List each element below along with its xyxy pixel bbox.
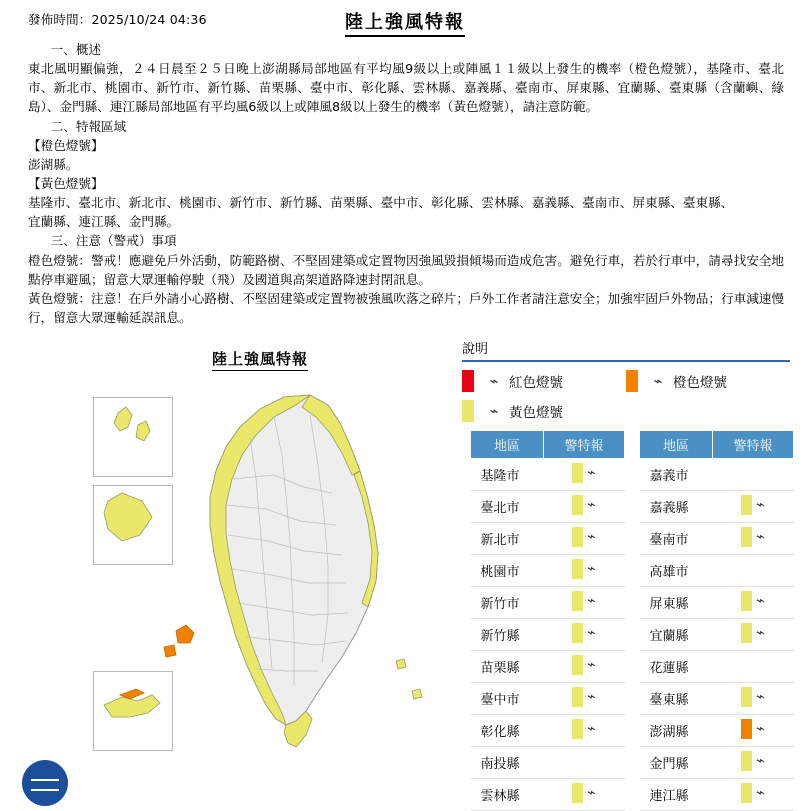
table-row [471, 715, 625, 747]
table-row [471, 683, 625, 715]
warning-level-cell [713, 683, 794, 715]
warning-mark [572, 719, 595, 739]
taiwan-warning-map [60, 375, 455, 800]
legend-label-red: 紅色燈號 [509, 375, 563, 391]
warning-level-cell [544, 747, 625, 779]
warning-mark [572, 527, 595, 547]
yellow-color-swatch [572, 623, 583, 643]
yellow-areas-line2: 宜蘭縣、連江縣、金門縣。 [28, 214, 180, 230]
warning-level-cell [713, 459, 794, 491]
yellow-color-swatch [572, 719, 583, 739]
section1-text: 東北風明顯偏強，２４日晨至２５日晚上澎湖縣局部地區有平均風9級以上或陣風１１級以上發生的機率（橙色燈號），基隆市、臺北市、新北市、桃園市、新竹市、新竹縣、苗栗縣、臺中市、彰化縣、雲林縣、嘉義縣、臺南市、屏東縣、宜蘭縣、臺東縣（含蘭嶼、綠島）、金門縣、連江縣局部地區有平均風6級以上或陣風8級以上發生的機率（黃色燈號），請注意防範。 [28, 61, 784, 115]
wind-icon: ⌁ [587, 688, 596, 705]
area-name: 新北市 [471, 523, 544, 555]
orange-color-swatch [626, 370, 638, 392]
orange-heading: 【橙色燈號】 [28, 137, 104, 153]
wind-icon: ⌁ [756, 624, 765, 641]
warning-mark [741, 751, 764, 771]
warning-mark [741, 527, 764, 547]
table-row [471, 779, 625, 811]
page-title [0, 8, 810, 34]
warning-mark [572, 623, 595, 643]
warning-level-cell [544, 555, 625, 587]
yellow-heading: 【黃色燈號】 [28, 175, 104, 191]
wind-icon: ⌁ [756, 528, 765, 545]
warning-tables [470, 430, 794, 811]
warning-mark [741, 783, 764, 803]
header-area: 地區 [471, 431, 544, 459]
yellow-color-swatch [741, 495, 752, 515]
warning-mark [572, 495, 595, 515]
wind-icon: ⌁ [587, 464, 596, 481]
table-row [640, 747, 794, 779]
warning-level-cell [713, 779, 794, 811]
table-row [471, 587, 625, 619]
table-row [640, 779, 794, 811]
table-row [640, 683, 794, 715]
legend-item-red [462, 370, 626, 392]
table-row [471, 619, 625, 651]
table-row [471, 491, 625, 523]
yellow-color-swatch [462, 400, 474, 422]
legend-row-2 [462, 400, 790, 422]
warning-table-left [470, 430, 625, 811]
section2-heading: 二、特報區域 [50, 118, 127, 134]
warning-level-cell [544, 587, 625, 619]
table-row [471, 555, 625, 587]
cwa-logo [22, 760, 68, 806]
area-name: 高雄市 [640, 555, 713, 587]
warning-level-cell [544, 523, 625, 555]
wind-icon: ⌁ [587, 656, 596, 673]
warning-level-cell [713, 747, 794, 779]
warning-mark [572, 559, 595, 579]
section1-heading: 一、概述 [50, 42, 102, 57]
area-name: 臺北市 [471, 491, 544, 523]
wind-icon: ⌁ [756, 752, 765, 769]
wind-icon: ⌁ [587, 528, 596, 545]
yellow-color-swatch [572, 495, 583, 515]
warning-level-cell [544, 715, 625, 747]
area-name: 連江縣 [640, 779, 713, 811]
yellow-color-swatch [741, 783, 752, 803]
table-row [640, 619, 794, 651]
yellow-color-swatch [741, 687, 752, 707]
warning-level-cell [544, 683, 625, 715]
legend-divider [462, 360, 790, 362]
wind-icon: ⌁ [587, 784, 596, 801]
wind-icon: ⌁ [756, 720, 765, 737]
orange-areas: 澎湖縣。 [28, 156, 79, 172]
warning-level-cell [713, 491, 794, 523]
yellow-color-swatch [741, 751, 752, 771]
table-row [640, 587, 794, 619]
table-row [640, 651, 794, 683]
warning-mark [741, 495, 764, 515]
area-name: 嘉義市 [640, 459, 713, 491]
map-svg [60, 375, 455, 800]
wind-icon: ⌁ [587, 560, 596, 577]
yellow-color-swatch [572, 655, 583, 675]
area-name: 彰化縣 [471, 715, 544, 747]
yellow-color-swatch [572, 463, 583, 483]
yellow-note: 黃色燈號：注意！在戶外請小心路樹、不堅固建築或定置物被強風吹落之碎片；戶外工作者請注意安全；加強牢固戶外物品；行車減速慢行，留意大眾運輸延誤訊息。 [28, 290, 784, 325]
yellow-color-swatch [572, 591, 583, 611]
wind-icon: ⌁ [587, 592, 596, 609]
warning-table-right [639, 430, 794, 811]
header-area: 地區 [640, 431, 713, 459]
area-name: 宜蘭縣 [640, 619, 713, 651]
header-warning: 警特報 [713, 431, 794, 459]
area-name: 雲林縣 [471, 779, 544, 811]
wind-icon: ⌁ [653, 372, 663, 390]
warning-mark [741, 719, 764, 739]
warning-mark [572, 591, 595, 611]
warning-mark [572, 687, 595, 707]
orange-color-swatch [741, 719, 752, 739]
table-row [471, 651, 625, 683]
table-row [640, 459, 794, 491]
advisory-body [28, 40, 784, 327]
warning-level-cell [713, 619, 794, 651]
table-row [640, 555, 794, 587]
warning-mark [741, 623, 764, 643]
warning-level-cell [713, 651, 794, 683]
warning-level-cell [544, 779, 625, 811]
table-row [640, 715, 794, 747]
warning-level-cell [713, 555, 794, 587]
yellow-color-swatch [572, 783, 583, 803]
orange-note: 橙色燈號：警戒！應避免戶外活動，防範路樹、不堅固建築或定置物因強風毀損傾場而造成危害。避免行車，若於行車中，請尋找安全地點停車避風；留意大眾運輸停駛（飛）及國道與高架道路降速封閉訊息。 [28, 252, 784, 287]
area-name: 花蓮縣 [640, 651, 713, 683]
table-header-row [640, 431, 794, 459]
wind-icon: ⌁ [587, 496, 596, 513]
wind-icon: ⌁ [756, 592, 765, 609]
wind-icon: ⌁ [756, 688, 765, 705]
wind-icon: ⌁ [489, 402, 499, 420]
table-row [640, 491, 794, 523]
area-name: 臺南市 [640, 523, 713, 555]
yellow-color-swatch [572, 559, 583, 579]
legend-row-1 [462, 370, 790, 392]
legend-heading: 說明 [462, 342, 489, 357]
table-row [471, 747, 625, 779]
wind-icon: ⌁ [489, 372, 499, 390]
area-name: 金門縣 [640, 747, 713, 779]
wind-icon: ⌁ [587, 624, 596, 641]
area-name: 嘉義縣 [640, 491, 713, 523]
issue-time: 發佈時間：2025/10/24 04:36 [28, 12, 207, 27]
warning-level-cell [544, 459, 625, 491]
yellow-color-swatch [572, 527, 583, 547]
wind-icon: ⌁ [756, 784, 765, 801]
yellow-color-swatch [741, 527, 752, 547]
wind-icon: ⌁ [756, 496, 765, 513]
warning-level-cell [713, 587, 794, 619]
area-name: 屏東縣 [640, 587, 713, 619]
yellow-color-swatch [572, 687, 583, 707]
warning-mark [572, 463, 595, 483]
red-color-swatch [462, 370, 474, 392]
map-title-text: 陸上強風特報 [212, 350, 308, 371]
table-header-row [471, 431, 625, 459]
area-name: 臺東縣 [640, 683, 713, 715]
warning-level-cell [544, 651, 625, 683]
legend-label-yellow: 黃色燈號 [509, 405, 563, 421]
table-row [471, 523, 625, 555]
area-name: 臺中市 [471, 683, 544, 715]
map-title [95, 348, 425, 369]
section3-heading: 三、注意（警戒）事項 [50, 233, 177, 249]
legend-item-orange [626, 370, 790, 392]
warning-mark [572, 783, 595, 803]
header-warning: 警特報 [544, 431, 625, 459]
legend-panel [462, 338, 790, 430]
area-name: 新竹市 [471, 587, 544, 619]
area-name: 桃園市 [471, 555, 544, 587]
area-name: 新竹縣 [471, 619, 544, 651]
yellow-color-swatch [741, 623, 752, 643]
area-name: 基隆市 [471, 459, 544, 491]
legend-item-yellow [462, 400, 626, 422]
page-title-text: 陸上強風特報 [345, 12, 465, 37]
area-name: 澎湖縣 [640, 715, 713, 747]
warning-mark [741, 591, 764, 611]
warning-level-cell [544, 619, 625, 651]
warning-level-cell [544, 491, 625, 523]
warning-level-cell [713, 715, 794, 747]
yellow-color-swatch [741, 591, 752, 611]
table-row [640, 523, 794, 555]
wind-icon: ⌁ [587, 720, 596, 737]
legend-label-orange: 橙色燈號 [673, 375, 727, 391]
yellow-areas-line1: 基隆市、臺北市、新北市、桃園市、新竹市、新竹縣、苗栗縣、臺中市、彰化縣、雲林縣、嘉義縣、臺南市、屏東縣、臺東縣、 [28, 195, 734, 211]
table-row [471, 459, 625, 491]
area-name: 南投縣 [471, 747, 544, 779]
area-name: 苗栗縣 [471, 651, 544, 683]
warning-mark [741, 687, 764, 707]
warning-level-cell [713, 523, 794, 555]
warning-mark [572, 655, 595, 675]
